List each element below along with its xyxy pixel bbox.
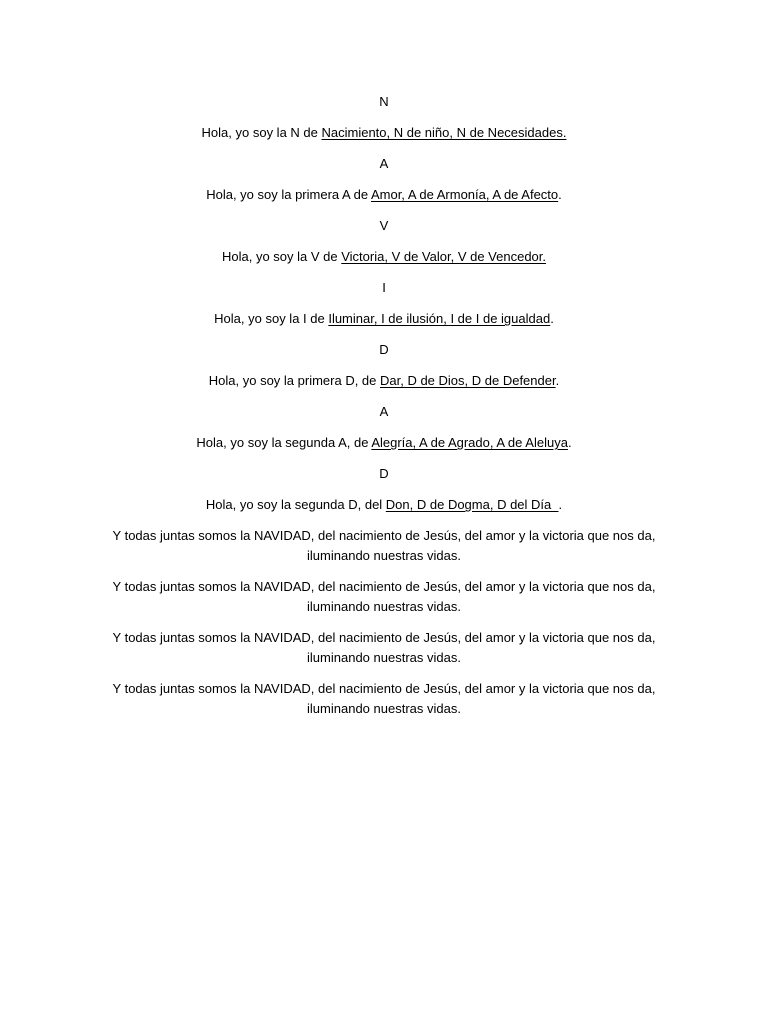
stanza-prefix: Hola, yo soy la primera D, de — [208, 373, 380, 388]
stanza-underlined: Nacimiento, N de niño, N de Necesidades. — [321, 125, 567, 140]
stanza-letter: V — [379, 218, 389, 233]
stanza-letter: A — [379, 156, 389, 171]
stanza-line — [96, 371, 672, 391]
stanza-prefix: Hola, yo soy la segunda D, del — [205, 497, 386, 512]
stanza-underlined: Iluminar, I de ilusión, I de I de igualdad — [328, 311, 551, 326]
stanza-underlined: Dar, D de Dios, D de Defender — [380, 373, 556, 388]
stanza-line — [96, 495, 672, 515]
stanza-letter: D — [379, 466, 389, 481]
stanza-letter: A — [379, 404, 389, 419]
stanza-line — [96, 309, 672, 329]
stanza-line — [96, 247, 672, 267]
stanza-suffix: . — [558, 187, 562, 202]
stanza-underlined: Alegría, A de Agrado, A de Aleluya — [371, 435, 568, 450]
stanza-letter: N — [379, 94, 389, 109]
closing-paragraph: Y todas juntas somos la NAVIDAD, del nacimiento de Jesús, del amor y la victoria que nos da, iluminando nuestras vidas. — [112, 579, 656, 614]
stanza-prefix: Hola, yo soy la segunda A, de — [196, 435, 372, 450]
closing-paragraph: Y todas juntas somos la NAVIDAD, del nacimiento de Jesús, del amor y la victoria que nos da, iluminando nuestras vidas. — [112, 681, 656, 716]
stanza-line — [96, 123, 672, 143]
stanza-underlined: Victoria, V de Valor, V de Vencedor. — [341, 249, 546, 264]
stanza-suffix: . — [555, 373, 560, 388]
stanza-suffix: . — [550, 311, 554, 326]
stanza-prefix: Hola, yo soy la N de — [201, 125, 322, 140]
stanza-prefix: Hola, yo soy la V de — [222, 249, 342, 264]
stanza-letter: I — [382, 280, 386, 295]
stanza-line — [96, 433, 672, 453]
document-body — [96, 92, 672, 730]
stanza-underlined: Don, D de Dogma, D del Día — [385, 497, 559, 512]
stanza-prefix: Hola, yo soy la primera A de — [206, 187, 371, 202]
stanza-letter: D — [379, 342, 389, 357]
stanza-underlined: Amor, A de Armonía, A de Afecto — [370, 187, 559, 202]
stanza-suffix: . — [567, 435, 572, 450]
closing-paragraph: Y todas juntas somos la NAVIDAD, del nacimiento de Jesús, del amor y la victoria que nos da, iluminando nuestras vidas. — [112, 528, 656, 563]
stanza-prefix: Hola, yo soy la I de — [214, 311, 329, 326]
closing-paragraph: Y todas juntas somos la NAVIDAD, del nacimiento de Jesús, del amor y la victoria que nos da, iluminando nuestras vidas. — [112, 630, 656, 665]
stanza-line — [96, 185, 672, 205]
stanza-suffix: . — [558, 497, 563, 512]
